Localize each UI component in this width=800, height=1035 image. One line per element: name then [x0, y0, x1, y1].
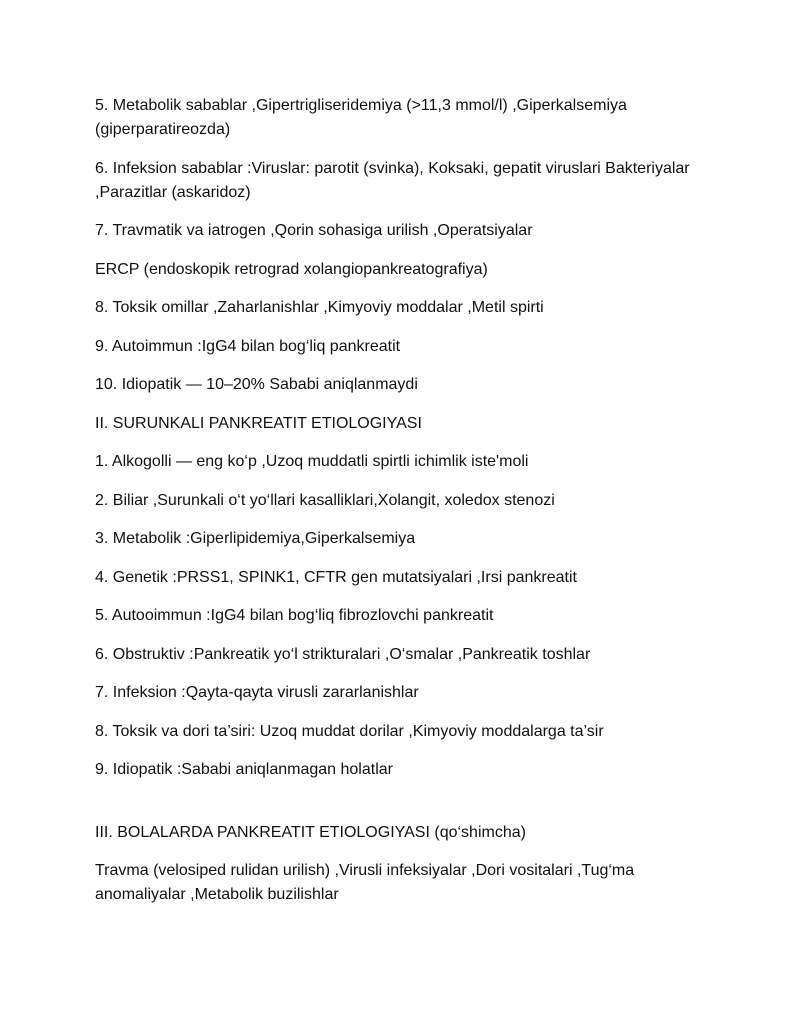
paragraph-infectious-causes: 6. Infeksion sabablar :Viruslar: parotit (svinka), Koksaki, gepatit viruslari Bakteriyalar ,Parazitlar (askaridoz) [95, 159, 690, 201]
paragraph-obstructive: 6. Obstruktiv :Pankreatik yo‘l strikturalari ,O‘smalar ,Pankreatik toshlar [95, 645, 591, 663]
paragraph-traumatic-iatrogenic: 7. Travmatik va iatrogen ,Qorin sohasiga urilish ,Operatsiyalar [95, 222, 533, 239]
paragraph-biliary: 2. Biliar ,Surunkali o‘t yo‘llari kasalliklari,Xolangit, xoledox stenozi [95, 491, 555, 509]
document-body [95, 94, 705, 922]
paragraph-toxic-factors: 8. Toksik omillar ,Zaharlanishlar ,Kimyoviy moddalar ,Metil spirti [95, 299, 544, 316]
paragraph-infectious: 7. Infeksion :Qayta-qayta virusli zararlanishlar [95, 684, 419, 701]
paragraph-metabolic: 3. Metabolik :Giperlipidemiya,Giperkalsemiya [95, 530, 416, 547]
paragraph-toxic-drug: 8. Toksik va dori ta’siri: Uzoq muddat dorilar ,Kimyoviy moddalarga ta’sir [95, 722, 604, 740]
paragraph-idiopathic-chronic: 9. Idiopatik :Sababi aniqlanmagan holatlar [95, 761, 393, 778]
blank-line [95, 797, 705, 821]
section-heading-chronic: II. SURUNKALI PANKREATIT ETIOLOGIYASI [95, 414, 422, 432]
paragraph-metabolic-causes: 5. Metabolik sabablar ,Gipertrigliseridemiya (>11,3 mmol/l) ,Giperkalsemiya (giperparatireozda) [95, 97, 627, 138]
section-heading-children: III. BOLALARDA PANKREATIT ETIOLOGIYASI (qo‘shimcha) [95, 823, 526, 841]
paragraph-genetic: 4. Genetik :PRSS1, SPINK1, CFTR gen mutatsiyalari ,Irsi pankreatit [95, 568, 577, 586]
paragraph-autoimmune: 9. Autoimmun :IgG4 bilan bog‘liq pankreatit [95, 337, 401, 355]
paragraph-autoimmune-fibrosing: 5. Autooimmun :IgG4 bilan bog‘liq fibrozlovchi pankreatit [95, 607, 494, 624]
paragraph-alcoholic: 1. Alkogolli — eng ko‘p ,Uzoq muddatli spirtli ichimlik iste'moli [95, 453, 529, 470]
paragraph-idiopathic: 10. Idiopatik — 10–20% Sababi aniqlanmaydi [95, 376, 418, 393]
paragraph-ercp: ERCP (endoskopik retrograd xolangiopankreatografiya) [95, 260, 488, 278]
paragraph-children-causes: Travma (velosiped rulidan urilish) ,Virusli infeksiyalar ,Dori vositalari ,Tug‘ma anomaliyalar ,Metabolik buzilishlar [95, 862, 635, 903]
